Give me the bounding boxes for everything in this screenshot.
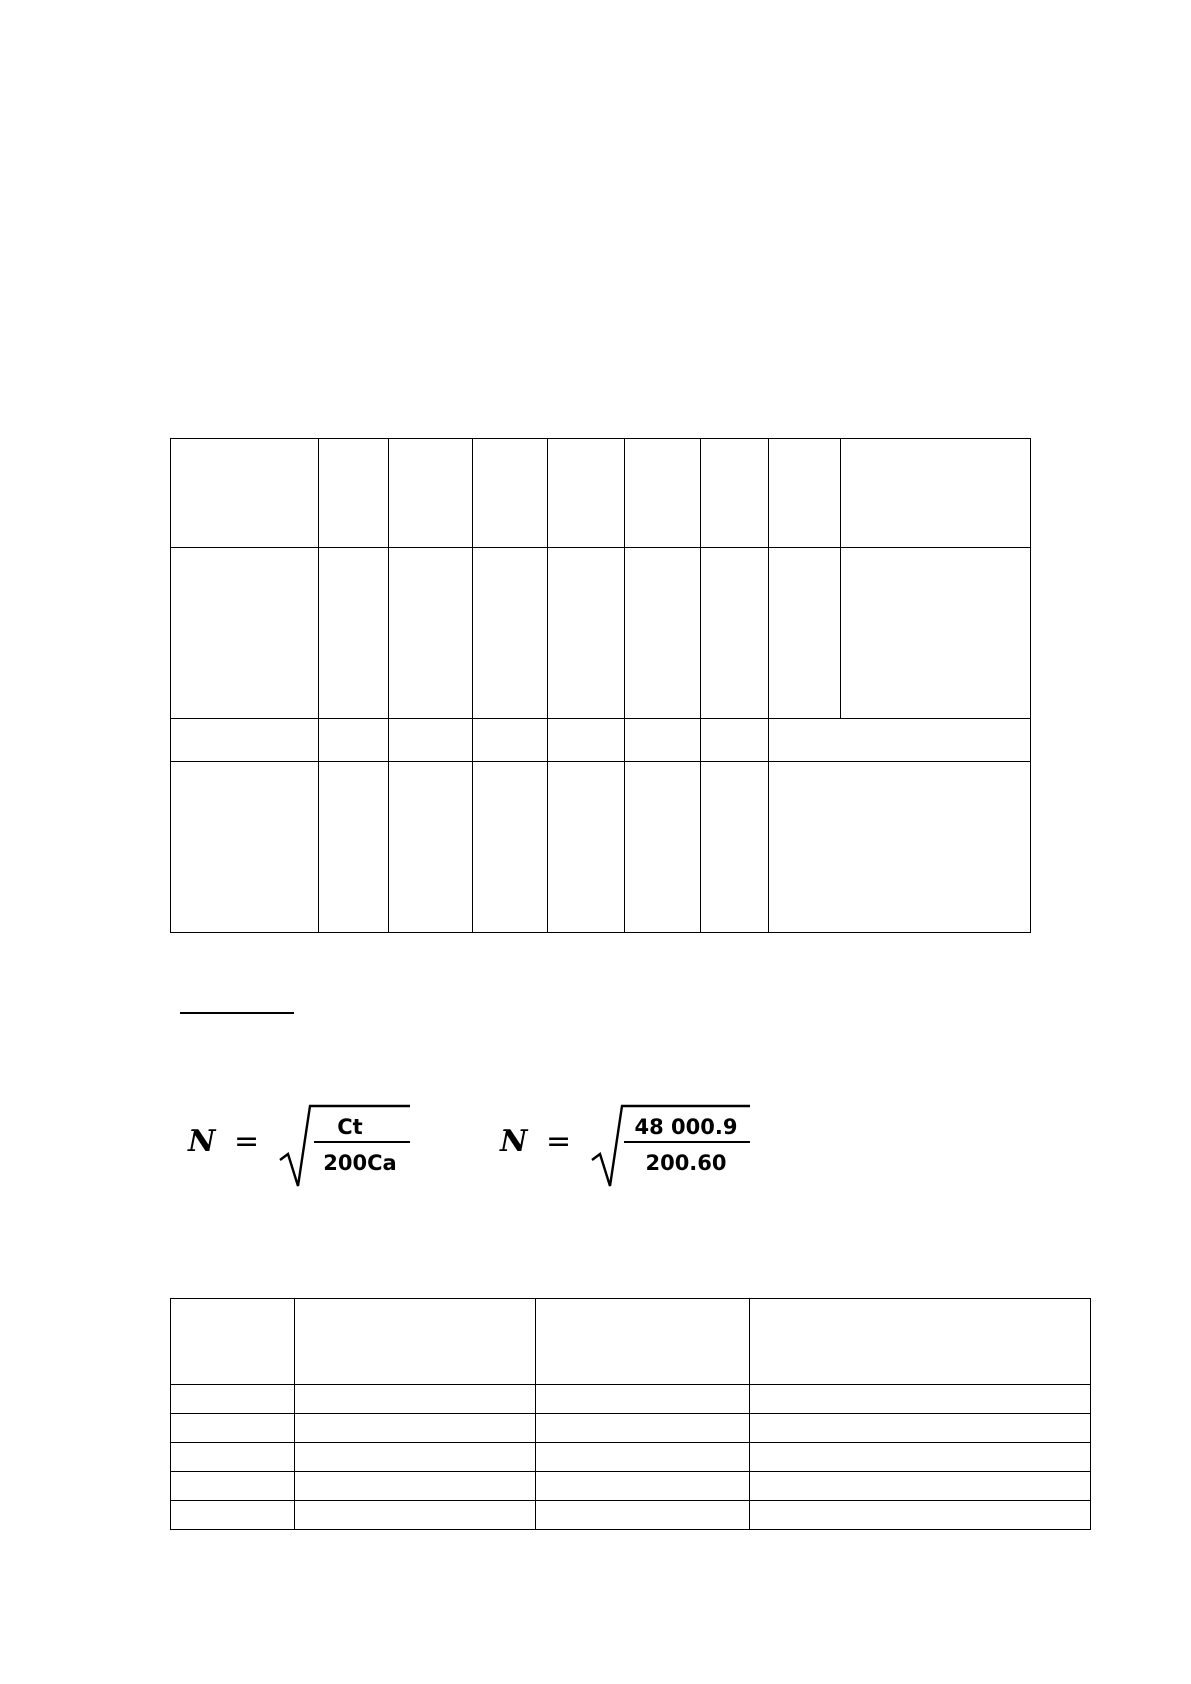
table-cell bbox=[389, 719, 473, 762]
table-cell bbox=[295, 1472, 536, 1501]
table-cell bbox=[701, 439, 769, 548]
table-cell bbox=[701, 548, 769, 719]
formula-left-svg bbox=[182, 1098, 422, 1188]
table-cell bbox=[769, 439, 841, 548]
table-cell bbox=[750, 1385, 1091, 1414]
top-table-row bbox=[171, 762, 1031, 933]
bottom-table-header-row bbox=[171, 1299, 1091, 1385]
table-cell bbox=[536, 1501, 750, 1530]
formula-right-svg bbox=[494, 1098, 764, 1188]
table-cell bbox=[171, 1414, 295, 1443]
top-table-row bbox=[171, 548, 1031, 719]
top-table-row bbox=[171, 719, 1031, 762]
table-cell bbox=[701, 762, 769, 933]
table-cell bbox=[473, 719, 548, 762]
table-cell bbox=[171, 719, 319, 762]
table-cell bbox=[295, 1443, 536, 1472]
top-table-row bbox=[171, 439, 1031, 548]
formula-left-numerator: Ct bbox=[337, 1115, 363, 1139]
table-row bbox=[171, 1414, 1091, 1443]
table-row bbox=[171, 1472, 1091, 1501]
table-cell bbox=[750, 1414, 1091, 1443]
table-cell bbox=[548, 762, 625, 933]
table-cell bbox=[295, 1501, 536, 1530]
table-cell bbox=[548, 719, 625, 762]
formula-right-lhs: N bbox=[500, 1124, 528, 1159]
table-cell bbox=[171, 1299, 295, 1385]
table-cell bbox=[473, 439, 548, 548]
table-row bbox=[171, 1385, 1091, 1414]
table-cell-merged bbox=[769, 719, 1031, 762]
table-cell bbox=[389, 439, 473, 548]
formula-right bbox=[494, 1098, 764, 1188]
formula-left-lhs: N bbox=[188, 1124, 216, 1159]
table-cell bbox=[841, 548, 1031, 719]
table-cell bbox=[625, 762, 701, 933]
table-cell bbox=[625, 719, 701, 762]
table-cell bbox=[389, 762, 473, 933]
table-cell bbox=[625, 439, 701, 548]
table-cell bbox=[171, 439, 319, 548]
table-cell bbox=[389, 548, 473, 719]
table-cell-merged bbox=[769, 762, 1031, 933]
underline-mark bbox=[180, 1012, 294, 1014]
formula-right-denominator: 200.60 bbox=[645, 1151, 727, 1175]
table-cell bbox=[319, 762, 389, 933]
table-cell bbox=[171, 762, 319, 933]
table-cell bbox=[473, 762, 548, 933]
formula-left-denominator: 200Ca bbox=[323, 1151, 397, 1175]
table-cell bbox=[319, 719, 389, 762]
table-cell bbox=[841, 439, 1031, 548]
table-cell bbox=[536, 1443, 750, 1472]
table-cell bbox=[171, 1472, 295, 1501]
table-cell bbox=[536, 1472, 750, 1501]
table-cell bbox=[548, 548, 625, 719]
table-cell bbox=[171, 1385, 295, 1414]
formula-left bbox=[182, 1098, 422, 1188]
table-cell bbox=[536, 1385, 750, 1414]
table-cell bbox=[548, 439, 625, 548]
table-cell bbox=[171, 548, 319, 719]
bottom-table bbox=[170, 1298, 1091, 1530]
table-cell bbox=[295, 1385, 536, 1414]
table-cell bbox=[295, 1299, 536, 1385]
table-cell bbox=[750, 1443, 1091, 1472]
formula-left-equals: = bbox=[234, 1124, 260, 1159]
top-table bbox=[170, 438, 1031, 933]
table-cell bbox=[701, 719, 769, 762]
table-cell bbox=[319, 548, 389, 719]
table-cell bbox=[473, 548, 548, 719]
table-cell bbox=[769, 548, 841, 719]
formula-right-equals: = bbox=[546, 1124, 572, 1159]
table-cell bbox=[536, 1414, 750, 1443]
table-cell bbox=[625, 548, 701, 719]
table-cell bbox=[171, 1501, 295, 1530]
table-row bbox=[171, 1501, 1091, 1530]
table-row bbox=[171, 1443, 1091, 1472]
table-cell bbox=[750, 1472, 1091, 1501]
formula-right-numerator: 48 000.9 bbox=[634, 1115, 738, 1139]
table-cell bbox=[171, 1443, 295, 1472]
table-cell bbox=[319, 439, 389, 548]
table-cell bbox=[750, 1299, 1091, 1385]
table-cell bbox=[750, 1501, 1091, 1530]
table-cell bbox=[295, 1414, 536, 1443]
table-cell bbox=[536, 1299, 750, 1385]
